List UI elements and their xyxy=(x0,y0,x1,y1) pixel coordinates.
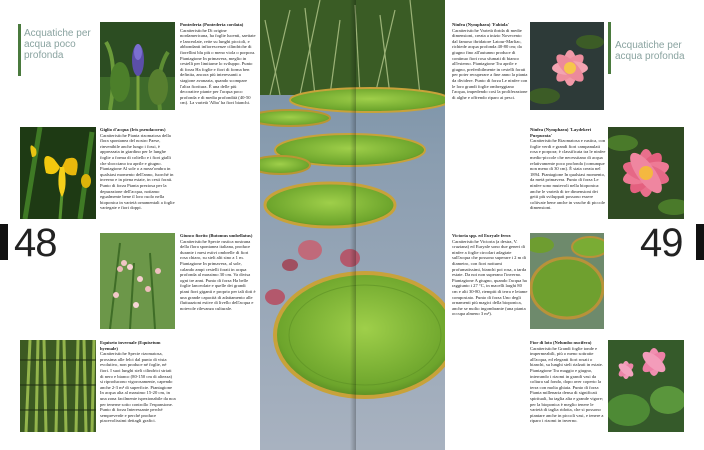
entry-equisetum xyxy=(100,340,176,424)
entry-title: Giglio d'acqua (Iris pseudacorus) xyxy=(100,127,166,132)
entry-butomus xyxy=(180,233,256,311)
entry-title: Pontederia (Pontederia cordata) xyxy=(180,22,244,27)
entry-pontederia xyxy=(180,22,256,106)
photo-victoria-small xyxy=(530,233,604,329)
section-title-left: Acquatiche per acqua poco profonda xyxy=(24,28,91,61)
entry-body: Caratteristiche Varietà ibrida di medie dimensioni, creata a inizio Novecento dal famoso ibridatore Latour-Marliac, richiede acqua profonda 40-80 cm; da giugno fino all'autunno produce di continuo fiori rosa sfumati di bianco all'esterno. Piantagione Tra aprile e giugno, preferibilmente in cestelli forati per poter recuperare a fine anno la pianta da dividere. Punto di forza Le ninfee con le loro grandi foglie ombreggiano l'acqua, impedendo così la proliferazione di alghe e offrendo riparo ai pesci. xyxy=(452,27,528,100)
photo-equisetum xyxy=(20,340,96,432)
section-accent-bar-right xyxy=(608,22,611,74)
entry-title: Equiseto invernale (Equisetum hyemale) xyxy=(100,340,161,351)
section-accent-bar xyxy=(18,24,21,76)
entry-title: Ninfea (Nymphaea) 'Laydekeri Purpurata' xyxy=(530,127,591,138)
entry-ninfea-laydekeri xyxy=(530,127,606,211)
entry-body: Caratteristiche Rizomatosa e rustica, con foglie verdi e grandi fiori campanulati rosa e porpora; è classificata tra le ninfee medio-piccole che necessitano di acqua relativamente poco profonda (comunque non meno di 30 cm). È stata creata nel 1894. Piantagione In qualsiasi momento, da metà primavera. Punto di forza Le ninfee sono mutevoli nella bioponica: anche le varietà di tre dimensioni dei getti più sviluppati possono essere coltivate bene anche in vasche di piccole dimensioni. xyxy=(530,138,606,211)
page-number-right: 49 xyxy=(640,221,683,265)
photo-pontederia xyxy=(100,22,175,110)
photo-butomus xyxy=(100,233,175,329)
entry-title: Fior di loto (Nelumbo nucifera) xyxy=(530,340,592,345)
entry-title: Giunco fiorito (Butomus umbellatus) xyxy=(180,233,253,238)
entry-body: Caratteristiche Pianta rizomatosa della flora spontanea del nostro Paese, rinvenibile anche lungo i fossi, è apprezzata in giardino per le lunghe foglie a forma di coltello e i fiori gialli che sbocciano tra aprile e giugno. Piantagione Al sole o a mezz'ombra in qualsiasi momento dell'anno, fuorché in inverno e in piena estate, in cesti forati. Punto di forza Pianta preziosa per la depurazione dell'acqua, notiamo egualmente bene il loro ruolo nella bioponica in varietà ornamentali a foglie variegate e fiori doppi. xyxy=(100,132,175,211)
entry-body: Caratteristiche Di origine nordamericana, ha foglie lucenti, saettate e lanceolate, rette su lunghi piccioli, e abbondanti infiorescenze cilindriche di fiorellini blu più o meno viola o porpora. Piantagione In primavera, meglio in cestelli per limitarne lo sviluppo. Punto di forza Ha foglie e fiori di forma ben definita, ancora più interessanti a stagione avanzata, quando scompare l'altra fioritura. È una delle più decorative piante per l'acqua poco profonda e di media profondità (40-50 cm). La varietà 'Alba' ha fiori bianchi. xyxy=(180,27,256,106)
entry-nelumbo xyxy=(530,340,606,424)
entry-iris xyxy=(100,127,176,211)
photo-ninfea-fabiola xyxy=(530,22,604,110)
photo-iris xyxy=(20,127,96,219)
page-edge-tab-right xyxy=(696,224,704,260)
gutter-shadow xyxy=(350,0,356,450)
page-number-left: 48 xyxy=(14,221,57,265)
entry-body: Caratteristiche Specie rizomatosa, prossima alle felci dal punto di vista evolutivo, non produce né foglie, né fiori. I suoi lunghi steli cilindrici striati di nero e bianco (80-150 cm di altezza) si riproducono vigorosamente, capendo anche 2-3 m² di superficie. Piantagione In acqua alta al massimo 15-20 cm, in una zona facilmente ispezionabile da noa per tenerne sotto controllo l'espansione. Punto di forza Interessante perché sempreverde e perché produce piacevolissimi dettagli grafici. xyxy=(100,351,176,424)
entry-ninfea-fabiola xyxy=(452,22,528,100)
photo-ninfea-laydekeri xyxy=(608,127,684,219)
photo-nelumbo xyxy=(608,340,684,432)
entry-body: Caratteristiche Specie rustica nostrana della flora spontanea italiana, produce durante i mesi estivi ombrelle di fiori rosa chiaro, su steli alti sino a 1 m. Piantagione In primavera, al sole, calando ampi cestelli forati in acqua profonda al massimo 30 cm. Va divisa ogni tre anni. Punto di forza Ha belle foglie lanceolate e quelle dei grandi piani fiori giganti e proprio per tali doti è una grande capacità di adattamento alle fluttuazioni estive di livello dell'acqua e notevole rilevanza culturale. xyxy=(180,238,256,311)
entry-body: Caratteristiche Grandi foglie tonde e impermeabili, più o meno sottratte all'acqua, ed eleganti fiori rosati o bianchi, su lunghi steli rialzati in estate. Piantagione Tra maggio e giugno, interrando i rizomi in grandi vasi da coltura sul fondo, dopo aver coperto la terra con molta ghiaia. Punto di forza Pianta millenaria densa di significati spirituali, ha taglia alta e grande vigore; per la bioponica è meglio tenere le varietà di taglia ridotta, che si possono piantare anche in piccoli vasi, e tenere a riparo i rizomi in inverno. xyxy=(530,345,604,424)
page-edge-tab-left xyxy=(0,224,8,260)
section-title-right: Acquatiche per acqua profonda xyxy=(615,40,685,62)
entry-victoria xyxy=(452,233,528,317)
entry-title: Victoria spp. ed Euryale ferox xyxy=(452,233,511,238)
entry-title: Ninfea (Nymphaea) 'Fabiola' xyxy=(452,22,509,27)
entry-body: Caratteristiche Victoria (a destra, V. cruziana) ed Euryale sono due generi di ninfee a foglie circolari adagiate sull'acqua che possono superare i 2 m di diametro, con fiori notturni profumatissimi, bianchi poi rosa, a tarda estate. Da noi non superano l'inverno. Piantagione A giugno, quando l'acqua ha raggiunto i 27 °C, in macelli larghi 80 cm e alti 30-80, riempiti di terra e letame compostato. Punto di forza Uno degli ornamenti più magici della bioponica, anche se molto ingombrante (una pianta occupa almeno 3 m²). xyxy=(452,238,528,317)
